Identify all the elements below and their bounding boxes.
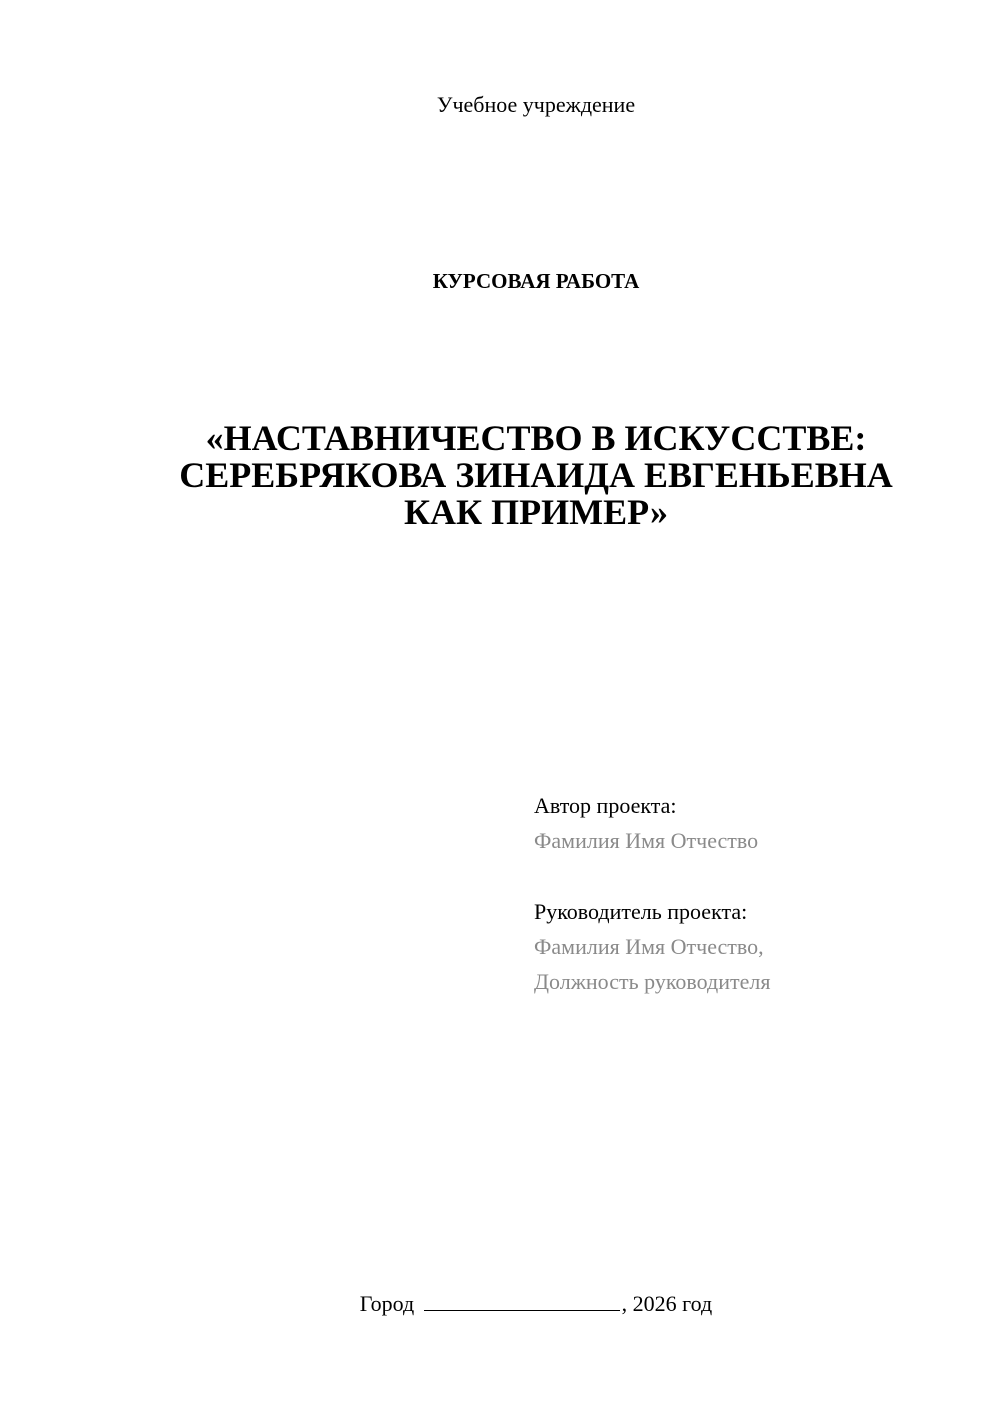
footer-city-year	[0, 1290, 1000, 1318]
city-label: Город	[359, 1291, 415, 1316]
title-line-3: КАК ПРИМЕР»	[403, 492, 669, 532]
year-text: , 2026 год	[621, 1291, 713, 1316]
document-title	[100, 420, 972, 531]
author-name: Фамилия Имя Отчество	[534, 828, 759, 853]
supervisor-position: Должность руководителя	[534, 969, 771, 994]
document-type: КУРСОВАЯ РАБОТА	[432, 269, 640, 293]
supervisor-label: Руководитель проекта:	[534, 899, 748, 924]
institution-name: Учебное учреждение	[436, 92, 636, 117]
city-blank-line	[424, 1292, 620, 1311]
author-label: Автор проекта:	[534, 793, 677, 818]
title-line-2: СЕРЕБРЯКОВА ЗИНАИДА ЕВГЕНЬЕВНА	[179, 455, 893, 495]
title-line-1: «НАСТАВНИЧЕСТВО В ИСКУССТВЕ:	[205, 418, 867, 458]
supervisor-name: Фамилия Имя Отчество,	[534, 934, 764, 959]
credits-block	[534, 788, 974, 999]
